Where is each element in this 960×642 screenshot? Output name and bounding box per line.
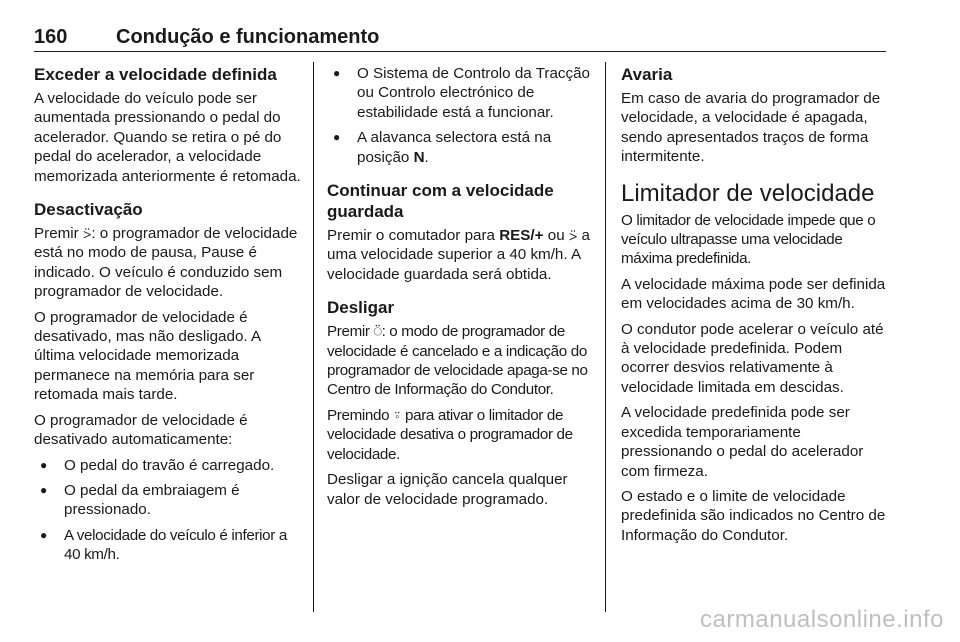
paragraph: Premir ⍩: o programador de velocidade está no modo de pausa, Pause é indicado. O veículo é conduzido sem programador de velocidade.	[34, 225, 298, 301]
header-rule	[34, 51, 886, 52]
heading-desactivacao: Desactivação	[34, 200, 143, 220]
heading-desligar: Desligar	[327, 298, 395, 318]
heading-exceder: Exceder a velocidade definida	[34, 65, 277, 84]
cruise-resume-icon: ⍩	[568, 227, 578, 244]
paragraph: Premir o comutador para RES/+ ou ⍩ a uma velocidade superior a 40 km/h. A velocidade guardada será obtida.	[327, 227, 590, 283]
list-item: ● A velocidade do veículo é inferior a 40 km/h.	[34, 526, 302, 565]
watermark: carmanualsonline.info	[700, 606, 944, 633]
speed-limiter-icon: ⍤	[393, 406, 402, 423]
paragraph: Premir ⍥: o modo de programador de velocidade é cancelado e a indicação do programador de velocidade apaga-se no Centro de Informação do Condutor.	[327, 323, 588, 399]
paragraph: Em caso de avaria do programador de velocidade, a velocidade é apagada, sendo apresentados traços de forma intermitente.	[621, 90, 881, 166]
heading-continuar: Continuar com a velocidade guardada	[327, 181, 554, 222]
paragraph: O programador de velocidade é desativado, mas não desligado. A última velocidade memorizada permanece na memória para ser retomada mais tarde.	[34, 308, 261, 404]
paragraph: O programador de velocidade é desativado automaticamente:	[34, 411, 248, 449]
paragraph: A velocidade máxima pode ser definida em velocidades acima de 30 km/h.	[621, 275, 886, 313]
column-divider-2	[605, 62, 606, 612]
list-item: ● O Sistema de Controlo da Tracção ou Controlo electrónico de estabilidade está a funcionar.	[327, 64, 593, 122]
paragraph: O limitador de velocidade impede que o veículo ultrapasse uma velocidade máxima predefinida.	[621, 211, 876, 268]
page-header	[34, 26, 886, 52]
paragraph: A velocidade do veículo pode ser aumentada pressionando o pedal do acelerador. Quando se retira o pé do pedal do acelerador, a velocidade memorizada anteriormente é retomada.	[34, 90, 301, 185]
list-item: ● O pedal da embraiagem é pressionado.	[34, 481, 302, 520]
page-number: 160	[34, 26, 68, 48]
column-2	[327, 64, 593, 515]
chapter-title: Condução e funcionamento	[116, 26, 380, 48]
column-3	[621, 64, 889, 551]
bullet-list	[34, 456, 302, 565]
paragraph: A velocidade predefinida pode ser excedida temporariamente pressionando o pedal do acelerador com firmeza.	[621, 404, 864, 480]
paragraph: Desligar a ignição cancela qualquer valor de velocidade programado.	[327, 471, 568, 508]
column-divider-1	[313, 62, 314, 612]
column-1	[34, 64, 302, 571]
paragraph: O condutor pode acelerar o veículo até à velocidade predefinida. Podem ocorrer desvios relativamente à velocidade limitada em descidas.	[621, 320, 884, 396]
list-item: ● A alavanca selectora está na posição N.	[327, 128, 593, 167]
paragraph: O estado e o limite de velocidade predefinida são indicados no Centro de Informação do Condutor.	[621, 487, 886, 544]
paragraph: Premindo ⍤ para ativar o limitador de velocidade desativa o programador de velocidade.	[327, 406, 573, 463]
heading-limitador: Limitador de velocidade	[621, 179, 875, 207]
list-item: ● O pedal do travão é carregado.	[34, 456, 302, 475]
bullet-list	[327, 64, 593, 167]
cruise-pause-icon: ⍩	[82, 225, 92, 242]
cruise-off-icon: ⍥	[373, 323, 382, 340]
heading-avaria: Avaria	[621, 65, 673, 84]
